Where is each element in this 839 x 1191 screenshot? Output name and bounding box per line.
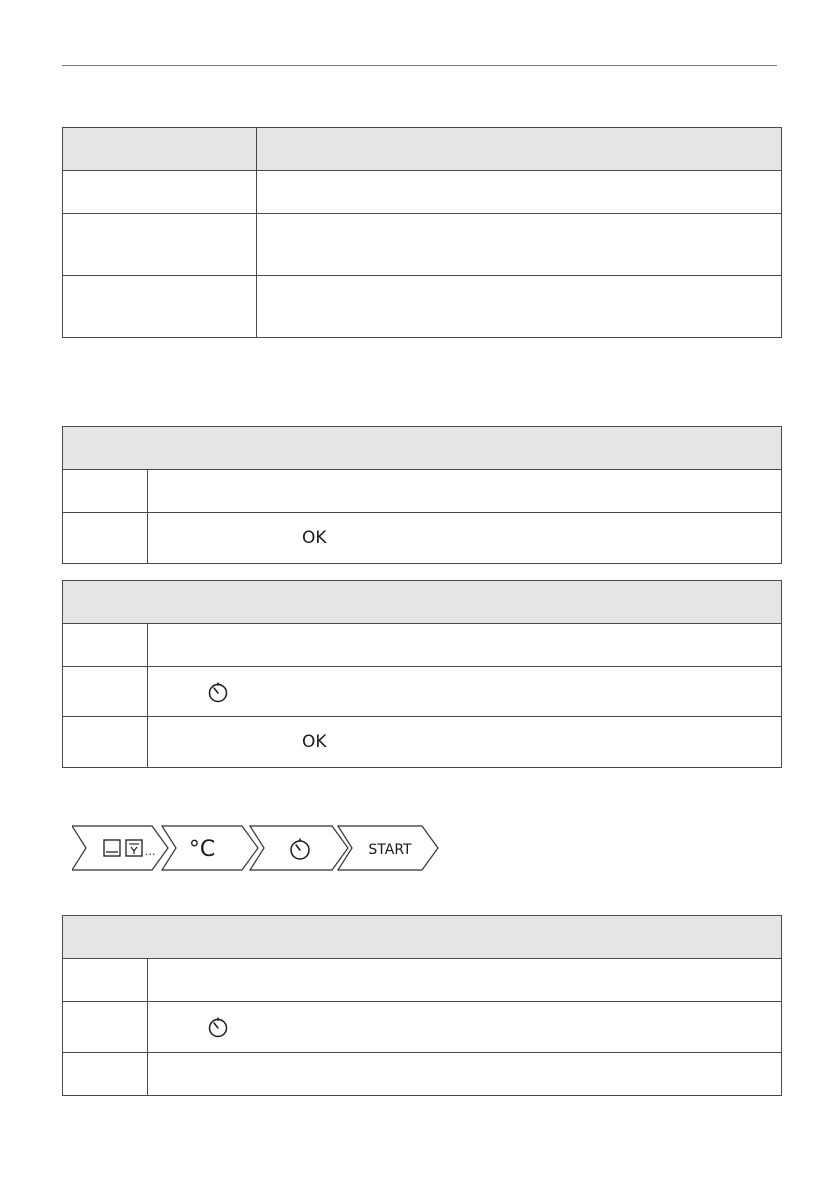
step-text-cell bbox=[148, 667, 782, 717]
step-number-cell bbox=[63, 1053, 148, 1096]
step-number-cell bbox=[63, 1002, 148, 1053]
ok-key-label: OK bbox=[302, 528, 327, 548]
table-row bbox=[63, 959, 782, 1002]
table-4-header bbox=[63, 916, 782, 959]
step-number-cell bbox=[63, 667, 148, 717]
start-label: START bbox=[368, 842, 412, 858]
flow-step-oven-functions bbox=[72, 826, 168, 870]
table-1-header-cell bbox=[257, 128, 782, 171]
table-3 bbox=[62, 580, 782, 768]
table-row bbox=[63, 276, 782, 338]
step-text-cell bbox=[148, 1053, 782, 1096]
table-row bbox=[63, 470, 782, 513]
temperature-icon: °C bbox=[188, 837, 216, 862]
table-row bbox=[63, 717, 782, 768]
table-1-header-row bbox=[63, 128, 782, 171]
flow-step-start bbox=[338, 826, 438, 870]
table-1 bbox=[62, 127, 782, 338]
table-1-header-cell bbox=[63, 128, 257, 171]
timer-icon bbox=[207, 1016, 229, 1038]
flow-step-timer bbox=[250, 826, 348, 870]
step-text-cell bbox=[148, 624, 782, 667]
table-row bbox=[63, 171, 782, 214]
flow-step-temperature bbox=[162, 826, 258, 870]
table-cell bbox=[63, 276, 257, 338]
table-2 bbox=[62, 426, 782, 564]
step-number-cell bbox=[63, 470, 148, 513]
step-number-cell bbox=[63, 959, 148, 1002]
table-row bbox=[63, 1002, 782, 1053]
cooking-sequence-diagram bbox=[72, 824, 442, 874]
step-text-cell bbox=[148, 513, 782, 564]
more-functions-ellipsis: ... bbox=[145, 845, 156, 858]
step-text-cell bbox=[148, 470, 782, 513]
table-row bbox=[63, 214, 782, 276]
header-rule bbox=[62, 65, 777, 66]
ok-key-label: OK bbox=[302, 732, 327, 752]
table-row bbox=[63, 1053, 782, 1096]
table-2-header-row bbox=[63, 427, 782, 470]
table-cell bbox=[257, 171, 782, 214]
step-text-cell bbox=[148, 1002, 782, 1053]
table-cell bbox=[63, 214, 257, 276]
step-number-cell bbox=[63, 624, 148, 667]
table-row bbox=[63, 513, 782, 564]
table-4-header-row bbox=[63, 916, 782, 959]
timer-icon bbox=[207, 681, 229, 703]
step-text-cell bbox=[148, 959, 782, 1002]
step-text-cell bbox=[148, 717, 782, 768]
step-number-cell bbox=[63, 717, 148, 768]
table-cell bbox=[63, 171, 257, 214]
table-2-header bbox=[63, 427, 782, 470]
table-row bbox=[63, 667, 782, 717]
table-cell bbox=[257, 214, 782, 276]
table-3-header-row bbox=[63, 581, 782, 624]
table-row bbox=[63, 624, 782, 667]
table-3-header bbox=[63, 581, 782, 624]
step-number-cell bbox=[63, 513, 148, 564]
table-cell bbox=[257, 276, 782, 338]
table-4 bbox=[62, 915, 782, 1096]
